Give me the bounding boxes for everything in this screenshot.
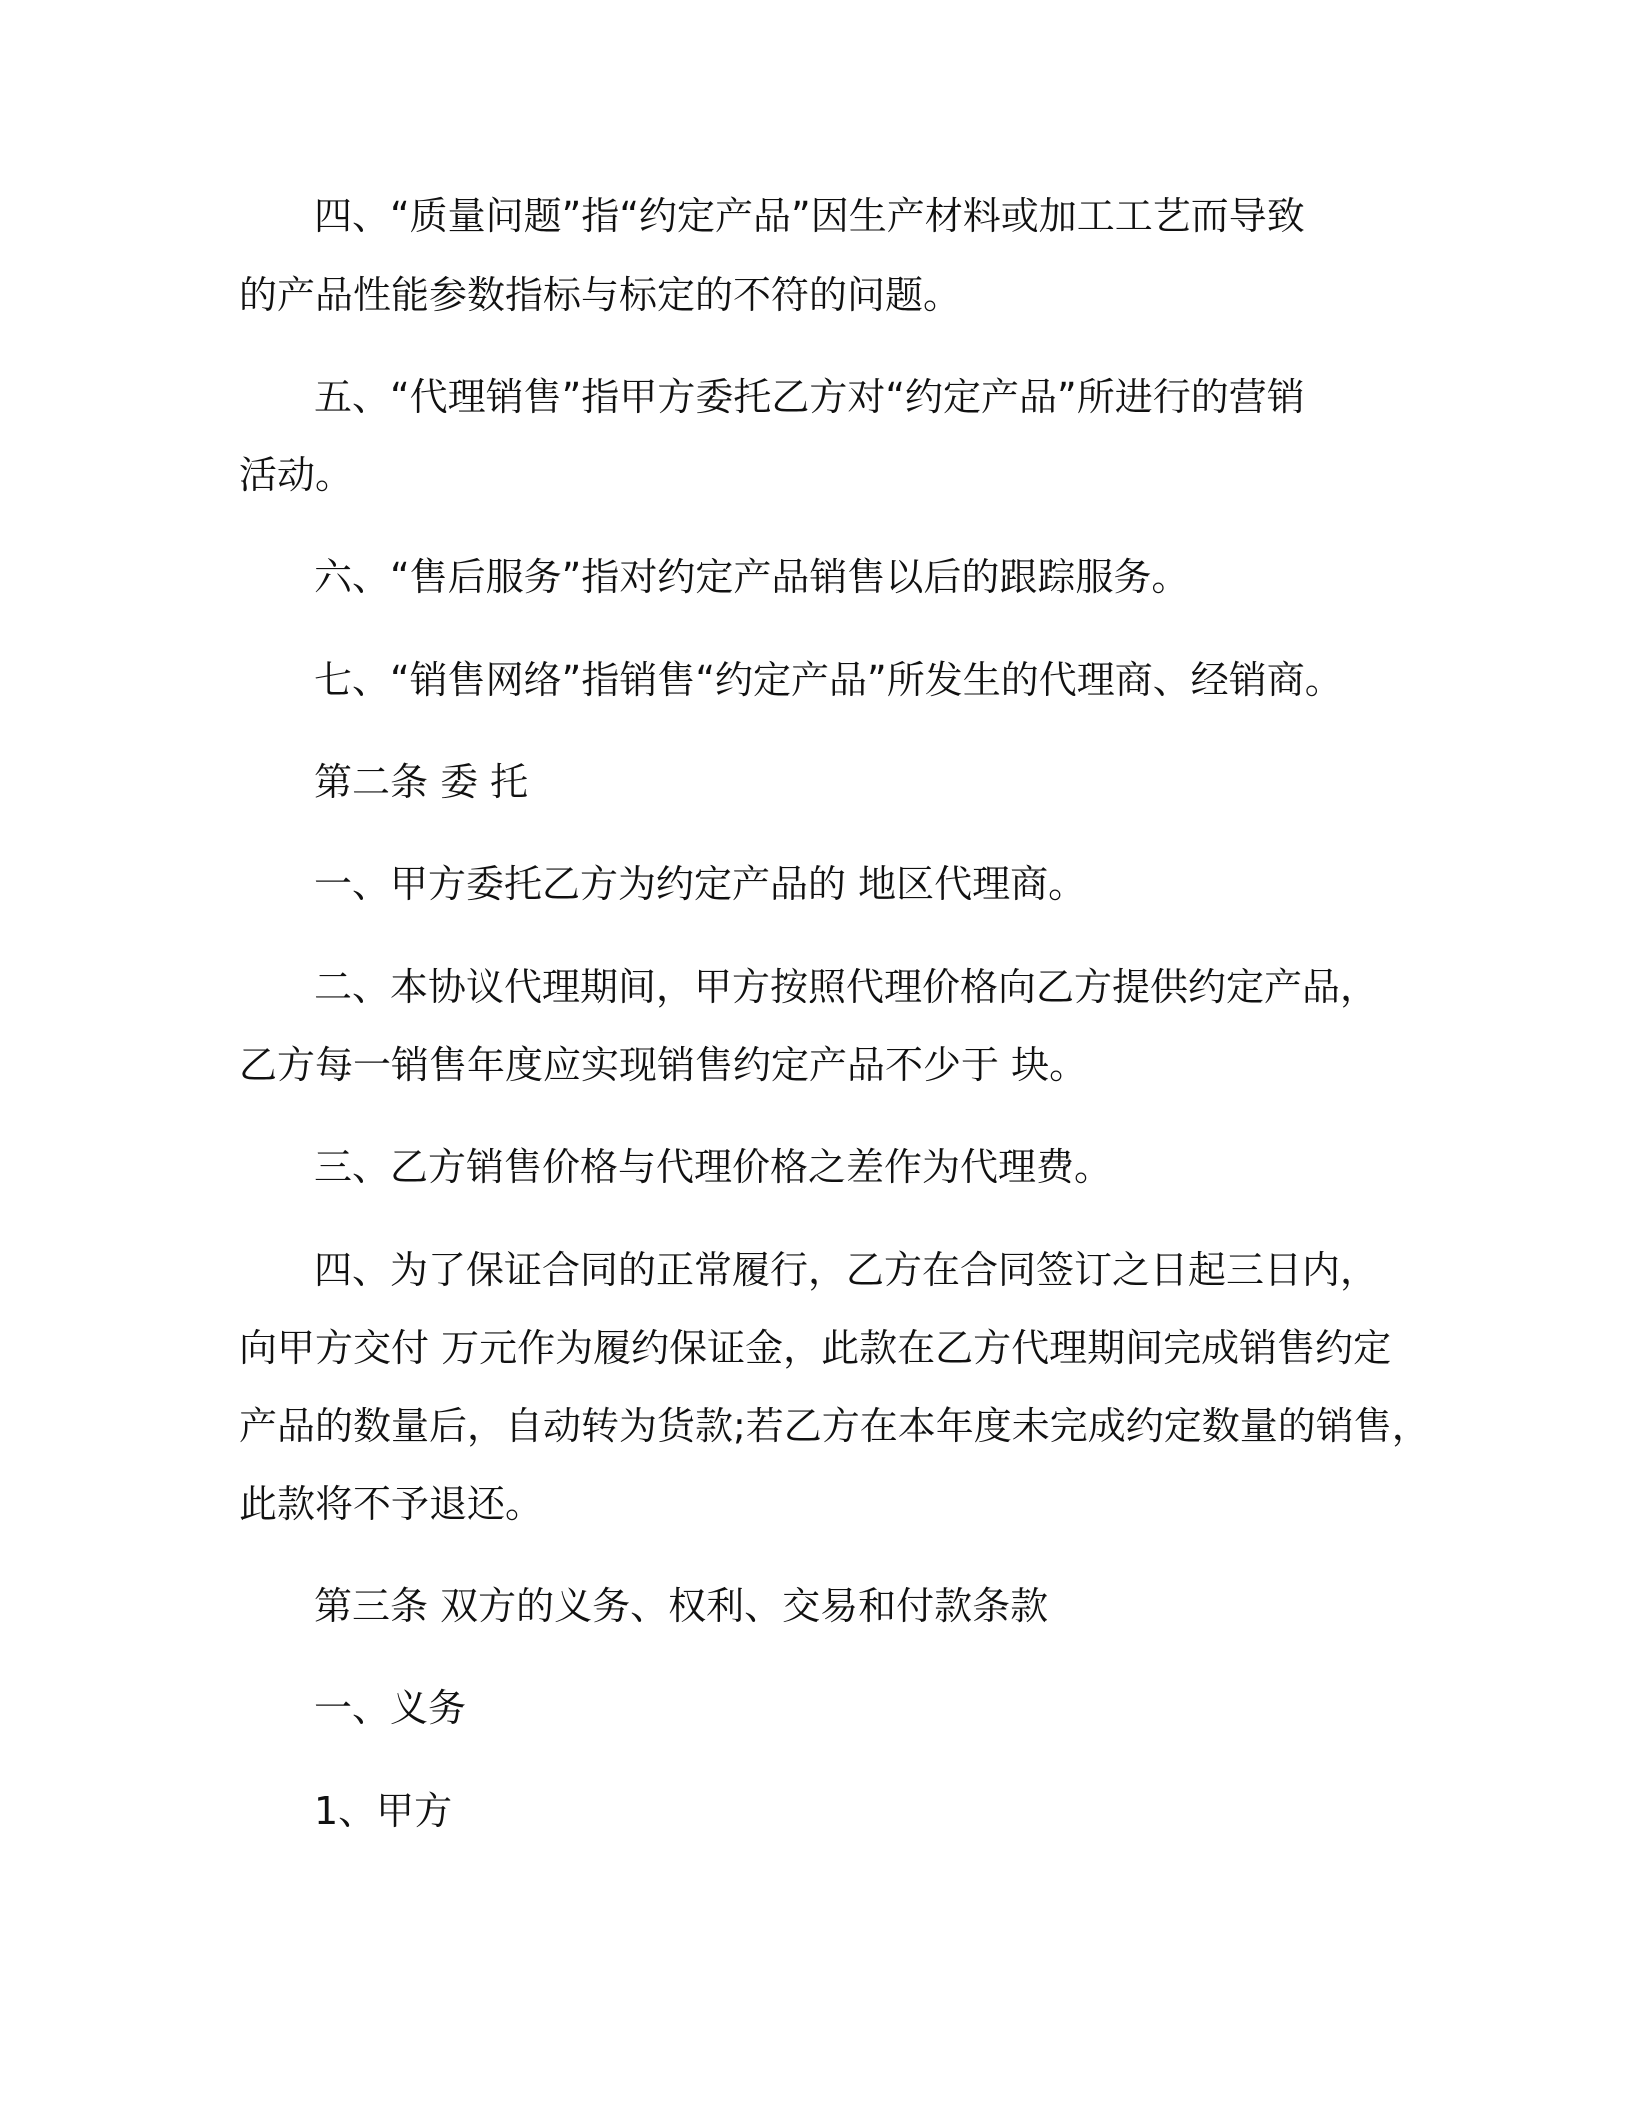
article-2-item-4-cont-1: 向甲方交付 万元作为履约保证金，此款在乙方代理期间完成销售约定 [239, 1326, 1392, 1370]
clause-agency-sales: 五、“代理销售”指甲方委托乙方对“约定产品”所进行的营销 [314, 375, 1305, 419]
article-2-heading: 第二条 委 托 [314, 760, 529, 804]
article-3-heading: 第三条 双方的义务、权利、交易和付款条款 [314, 1584, 1049, 1628]
article-2-item-4: 四、为了保证合同的正常履行，乙方在合同签订之日起三日内， [314, 1248, 1379, 1292]
article-3-party-a: 1、甲方 [314, 1789, 453, 1833]
article-2-item-3: 三、乙方销售价格与代理价格之差作为代理费。 [314, 1145, 1113, 1189]
clause-quality-issue: 四、“质量问题”指“约定产品”因生产材料或加工工艺而导致 [314, 194, 1305, 238]
clause-quality-issue-cont: 的产品性能参数指标与标定的不符的问题。 [239, 273, 962, 317]
clause-after-sales: 六、“售后服务”指对约定产品销售以后的跟踪服务。 [314, 555, 1190, 599]
clause-agency-sales-cont: 活动。 [239, 453, 354, 497]
clause-sales-network: 七、“销售网络”指销售“约定产品”所发生的代理商、经销商。 [314, 658, 1343, 702]
article-2-item-4-cont-3: 此款将不予退还。 [239, 1482, 544, 1526]
article-3-section-obligations: 一、义务 [314, 1686, 467, 1730]
article-2-item-1: 一、甲方委托乙方为约定产品的 地区代理商。 [314, 862, 1087, 906]
article-2-item-2-cont: 乙方每一销售年度应实现销售约定产品不少于 块。 [239, 1043, 1088, 1087]
article-2-item-4-cont-2: 产品的数量后，自动转为货款;若乙方在本年度未完成约定数量的销售， [239, 1404, 1430, 1448]
article-2-item-2: 二、本协议代理期间，甲方按照代理价格向乙方提供约定产品， [314, 965, 1379, 1009]
